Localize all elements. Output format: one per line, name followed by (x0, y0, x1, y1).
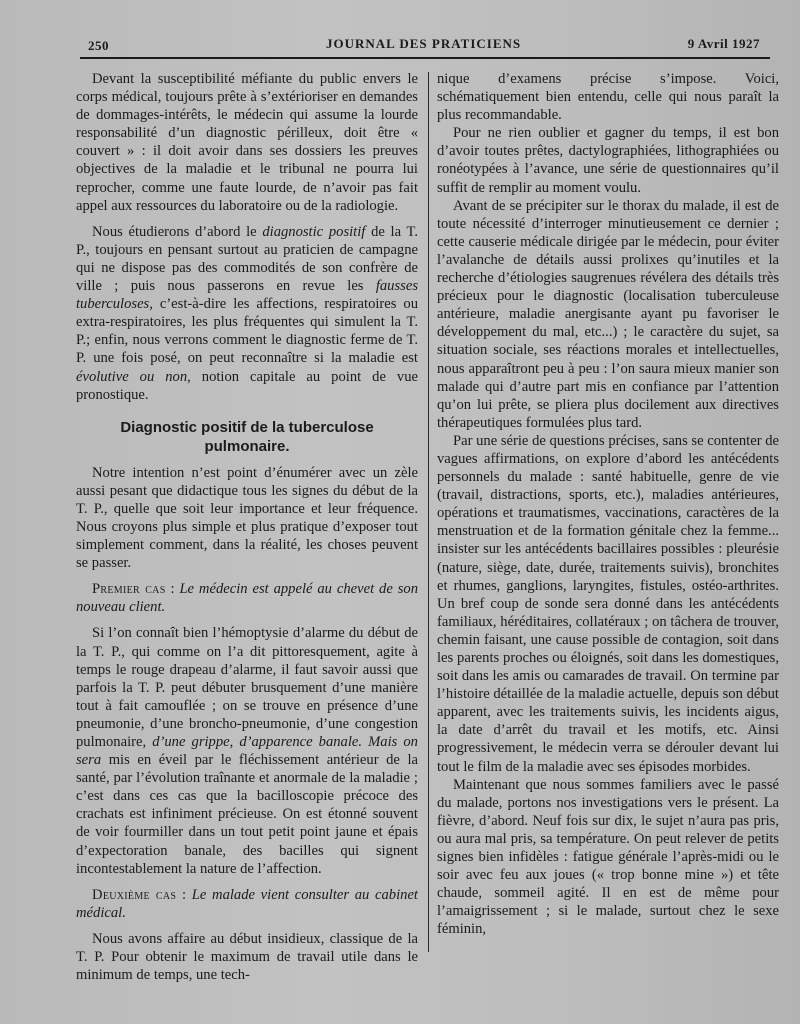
paragraph: nique d’examens précise s’impose. Voici, schématiquement bien entendu, celle qui nous paraît la plus recommandable. (437, 71, 779, 124)
paragraph: Par une série de questions précises, sans se contenter de vagues affirmations, on explore d’abord les antécédents personnels du malade : santé habituelle, genre de vie (travail, distractions, sports, etc.), maladies antérieures, opérations et traumatismes, vaccinations, caractères de la menstruation et de la formation génitale chez la femme... insister sur les antécédents bacillaires possibles : pleurésie (nature, siège, date, durée, traitements suivis), bronchites et rhumes, ganglions, laryngites, fistules, ostéo-arthrites. Un bref coup de sonde sera donné dans les antécédents familiaux, héréditaires, collatéraux ; on tâchera de trouver, chemin faisant, une cause possible de contagion, soit dans les parents proches ou éloignés, soit dans les domestiques, soit dans les amis ou camarades de travail. On termine par l’histoire détaillée de la maladie actuelle, depuis son début apparent, avec les traitements suivis, les incidents aigus, la date d’arrêt du travail et les motifs, etc. Ainsi progressivement, le médecin verra se dérouler devant lui tout le film de la maladie avec ses épisodes morbides. (437, 432, 779, 775)
paragraph: Devant la susceptibilité méfiante du public envers le corps médical, toujours prête à s’extérioriser en demandes de dommages-intérêts, le médecin qui assume la lourde responsabilité d’un diagnostic périlleux, doit être « couvert » : il doit avoir dans ses dossiers les preuves objectives de la maladie et le tribunal ne pourra lui reprocher, comme une faute lourde, de n’avoir pas fait appel aux ressources du laboratoire ou de la radiologie. (76, 71, 418, 214)
paragraph: Nous avons affaire au début insidieux, classique de la T. P. Pour obtenir le maximum de travail utile dans le minimum de temps, une tech- (76, 930, 418, 984)
case-heading: Deuxième cas : Le malade vient consulter au cabinet médical. (76, 886, 418, 921)
case-heading: Premier cas : Le médecin est appelé au chevet de son nouveau client. (76, 581, 418, 616)
paragraph: Notre intention n’est point d’énumérer avec un zèle aussi pesant que didactique tous les signes du début de la T. P., quelle que soit leur importance et leur fréquence. Nous croyons plus simple et plus pratique d’exposer tout simplement comment, dans la réalité, les choses peuvent se passer. (76, 464, 418, 572)
section-heading: Diagnostic positif de la tuberculose pulmonaire. (120, 418, 374, 455)
paragraph: Pour ne rien oublier et gagner du temps, il est bon d’avoir toutes prêtes, dactylographiées, lithographiées ou ronéotypées à l’avance, une série de questionnaires qu’il suffit de remplir au moment voulu. (437, 125, 779, 196)
issue-date: 9 Avril 1927 (687, 36, 760, 51)
journal-title: JOURNAL DES PRATICIENS (326, 36, 522, 51)
running-header (88, 34, 760, 52)
header-rule (80, 57, 770, 59)
paragraph: Maintenant que nous sommes familiers avec le passé du malade, portons nos investigations vers le présent. La fièvre, d’abord. Neuf fois sur dix, le sujet n’aura pas pris, ou aura mal pris, sa température. On peut relever de petits signes bien infidèles : fatigue générale l’après-midi ou le soir avec feu aux joues (« trop bonne mine ») et tête chaude, sommeil agité. Il en est de même pour l’amaigrissement ; si le malade, surtout chez le sexe féminin, (437, 776, 779, 938)
paragraph: Nous étudierons d’abord le diagnostic positif de la T. P., toujours en pensant surtout au praticien de campagne qui ne dispose pas des commodités de son confrère de ville ; puis nous passerons en revue les fausses tuberculoses, c’est-à-dire les affections, respiratoires ou extra-respiratoires, les plus fréquentes qui simulent la T. P.; enfin, nous verrons comment le diagnostic ferme de T. P. une fois posé, on peut reconnaître si la maladie est évolutive ou non, notion capitale au point de vue pronostique. (76, 223, 418, 403)
paragraph: Si l’on connaît bien l’hémoptysie d’alarme du début de la T. P., qui comme on l’a dit pittoresquement, agite à temps le rouge drapeau d’alarme, il faut savoir aussi que parfois la T. P. peut débuter brusquement d’une manière tout à fait camouflée ; on se trouve en présence d’une pneumonie, d’une broncho-pneumonie, d’une congestion pulmonaire, d’une grippe, d’apparence banale. Mais on sera mis en éveil par le fléchissement antérieur de la santé, par l’évolution traînante et anormale de la maladie ; c’est dans ces cas que la bacilloscopie précoce des crachats est infiniment précieuse. On est étonné souvent de voir fourmiller dans un tout petit point jaune et épais d’expectoration banale, des bacilles qui signent incontestablement la nature de l’affection. (76, 625, 418, 877)
right-column (437, 70, 779, 939)
left-column (76, 70, 418, 984)
page-number: 250 (88, 38, 109, 53)
paragraph: Avant de se précipiter sur le thorax du malade, il est de toute nécessité d’interroger minutieusement ce dernier ; cette causerie médicale dirigée par le médecin, pour éviter l’avalanche de détails aussi prolixes qu’inutiles et la recherche d’étiologies saugrenues révélera des détails très précieux pour le diagnostic (localisation tuberculeuse antérieure, maladie anergisante ayant pu favoriser le développement du mal, etc...) ; le caractère du sujet, sa situation sociale, ses réactions morales et intellectuelles, nous apparaîtront peu à peu : l’on saura mieux manier son malade qui d’autre part mis en confiance par l’attention qu’on lui prête, se pliera plus docilement aux directives thérapeutiques formulées plus tard. (437, 197, 779, 431)
column-divider (428, 72, 429, 952)
